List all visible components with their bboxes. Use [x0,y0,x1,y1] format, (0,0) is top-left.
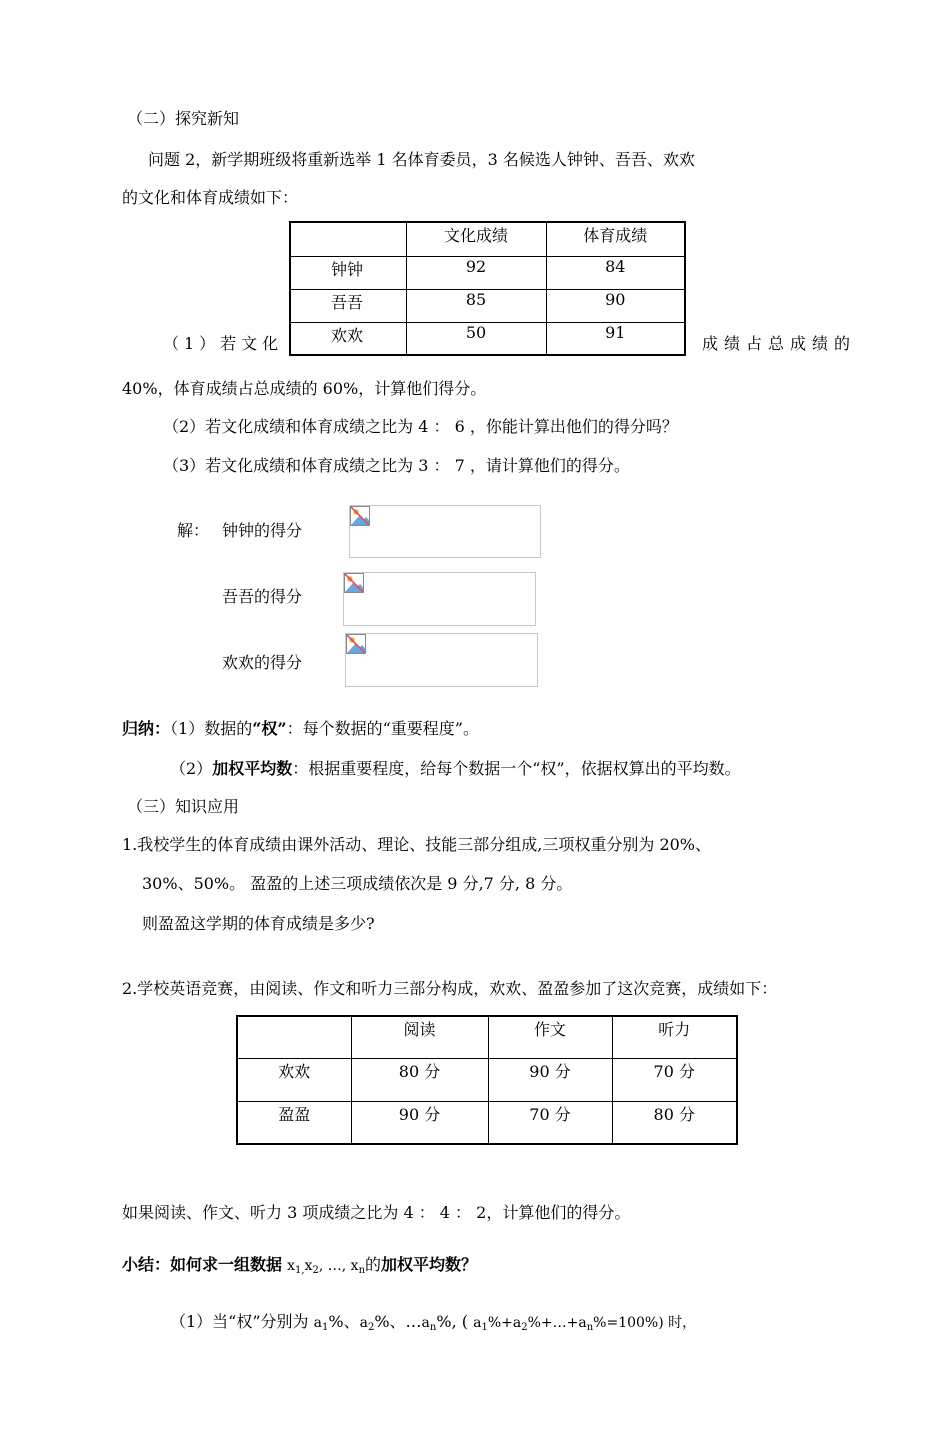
question2: （2）若文化成绩和体育成绩之比为 4 ： 6 ，你能计算出他们的得分吗？ [163,417,678,436]
summary-definition-1 [122,719,479,739]
question1-continued: 40%，体育成绩占总成绩的 60%，计算他们得分。 [122,379,487,398]
sub-n: n [358,1265,366,1276]
solution-item-zhongzhong: 钟钟的得分 [222,521,303,540]
broken-image-icon [350,506,370,526]
broken-image-icon [346,634,366,654]
table-header-cell: 听力 [612,1016,737,1058]
table-cell: 80 分 [351,1058,488,1101]
summary-weighted-mean [122,1255,477,1281]
table-cell: 91 [546,322,685,355]
table-cell: 85 [406,289,546,322]
sub-a2: 2 [367,1322,375,1333]
table-header-cell: 阅读 [351,1016,488,1058]
table-row [290,322,685,355]
var-a2: a [359,1315,368,1331]
weight-condition [170,1312,696,1338]
summary-label: 归纳： [122,719,171,738]
exercise2-line1: 2.学校英语竞赛，由阅读、作文和听力三部分构成，欢欢、盈盈参加了这次竞赛，成绩如下： [122,979,778,998]
summary-p1-term: “权” [252,719,287,738]
table-cell: 50 [406,322,546,355]
english-scores-table [236,1015,738,1145]
summary2-tail: 加权平均数？ [381,1255,478,1274]
summary-p2-text: ：根据重要程度，给每个数据一个“权”，依据权算出的平均数。 [292,759,741,778]
scores-table [289,221,686,356]
table-header-cell: 作文 [488,1016,612,1058]
table-cell-name: 吾吾 [290,289,406,322]
ellipsis: , …, [318,1258,351,1274]
solution-item-wuwu: 吾吾的得分 [222,587,303,606]
var-a1: a [313,1315,322,1331]
summary-p1-prefix: （1）数据的 [170,719,253,738]
table-row [237,1058,737,1101]
sum-a1: a [473,1315,482,1331]
exercise2-ratio: 如果阅读、作文、听力 3 项成绩之比为 4 ： 4 ： 2，计算他们的得分。 [122,1203,631,1222]
var-x2: x [304,1258,313,1274]
sep-a2: %、… [374,1312,422,1331]
table-cell: 80 分 [612,1101,737,1144]
formula-image-placeholder [345,633,538,687]
sub-a1: 1 [322,1322,329,1333]
table-cell: 70 分 [488,1101,612,1144]
table-cell: 90 分 [488,1058,612,1101]
table-cell: 90 [546,289,685,322]
sum-an: a [578,1315,587,1331]
table-cell-name: 盈盈 [237,1101,351,1144]
table-cell: 90 分 [351,1101,488,1144]
sum-sub-a2: 2 [521,1322,528,1333]
table-cell-name: 钟钟 [290,256,406,289]
sep-an: %, ( [436,1312,468,1331]
summary-definition-2 [170,759,741,779]
sum-end: %=100%) 时， [593,1315,697,1331]
table-row [237,1101,737,1144]
table-header-row [237,1016,737,1058]
summary-p2-term: 加权平均数 [212,759,293,778]
broken-image-icon [344,573,364,593]
summary-p1-text: ：每个数据的“重要程度”。 [286,719,479,738]
exercise1-line2: 30%、50%。 盈盈的上述三项成绩依次是 9 分,7 分, 8 分。 [142,874,573,893]
var-an: a [421,1315,430,1331]
sum-a2: a [512,1315,522,1331]
sub-2: 2 [312,1265,319,1276]
sum-plus-1: %+ [487,1315,513,1331]
table-cell: 70 分 [612,1058,737,1101]
question3: （3）若文化成绩和体育成绩之比为 3 ： 7 ，请计算他们的得分。 [163,456,630,475]
sum-plus-2: %+…+ [527,1315,579,1331]
solution-label: 解： [177,521,210,540]
sum-sub-an: n [586,1322,594,1333]
exercise1-line1: 1.我校学生的体育成绩由课外活动、理论、技能三部分组成,三项权重分别为 20%、 [122,835,712,854]
table-header-cell [290,222,406,256]
problem2-line1: 问题 2，新学期班级将重新选举 1 名体育委员，3 名候选人钟钟、吾吾、欢欢 [148,150,695,169]
table-header-cell: 文化成绩 [406,222,546,256]
condition-prefix: （1）当“权”分别为 [170,1312,314,1331]
summary-p2-prefix: （2） [170,759,213,778]
table-cell: 92 [406,256,546,289]
sep-a1: %、 [328,1312,360,1331]
sum-sub-a1: 1 [481,1322,488,1333]
section-heading-explore: （二）探究新知 [127,109,240,128]
table-header-row [290,222,685,256]
summary2-label: 小结：如何求一组数据 [122,1255,283,1274]
question1-left: （1）若文化 [163,334,284,353]
table-header-cell: 体育成绩 [546,222,685,256]
de-char: 的 [365,1255,382,1274]
formula-image-placeholder [343,572,536,626]
problem2-line2: 的文化和体育成绩如下： [122,188,299,207]
exercise1-line3: 则盈盈这学期的体育成绩是多少? [142,914,375,933]
table-header-cell [237,1016,351,1058]
var-x1: x [287,1258,296,1274]
sub-an: n [429,1322,437,1333]
table-cell-name: 欢欢 [237,1058,351,1101]
sub-1: 1, [295,1265,305,1276]
question1-right: 成绩占总成绩的 [702,334,857,353]
table-row [290,256,685,289]
table-cell: 84 [546,256,685,289]
solution-item-huanhuan: 欢欢的得分 [222,653,303,672]
table-row [290,289,685,322]
var-xn: x [350,1258,359,1274]
table-cell-name: 欢欢 [290,322,406,355]
section-heading-application: （三）知识应用 [127,797,240,816]
formula-image-placeholder [349,505,541,558]
